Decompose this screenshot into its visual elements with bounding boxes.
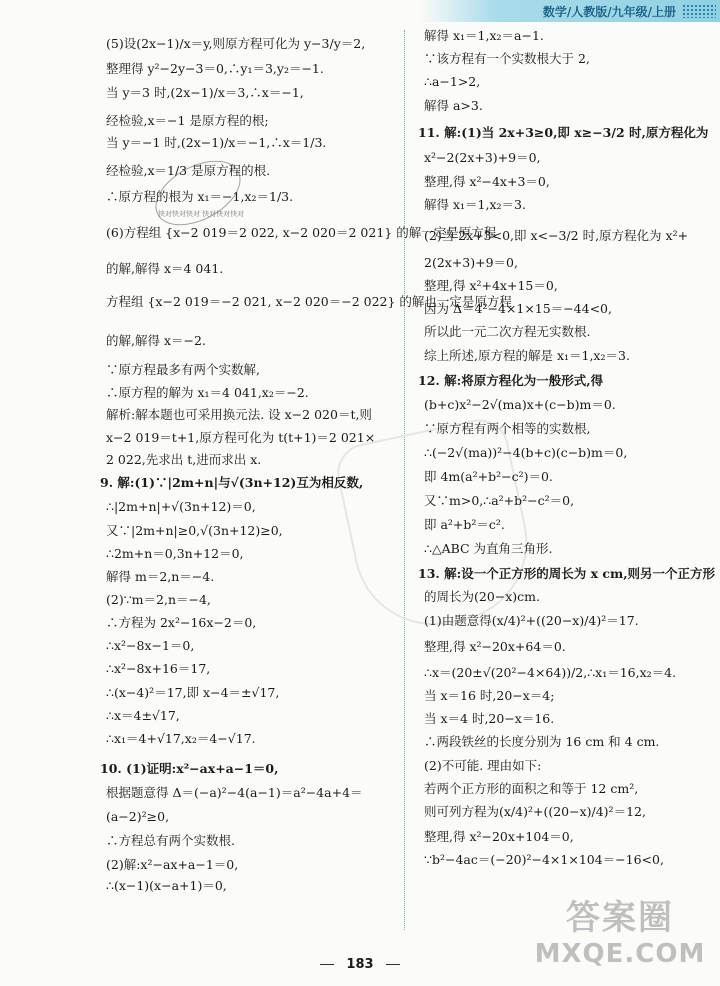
- right-line-4: 解得 a>3.: [424, 98, 483, 113]
- right-line-24: 的周长为(20−x)cm.: [424, 589, 541, 604]
- left-line-28: ∴x₁＝4+√17,x₂＝4−√17.: [106, 731, 256, 746]
- watermark-line1: 答案圈: [566, 898, 674, 938]
- right-line-17: ∵原方程有两个相等的实数根,: [424, 421, 591, 436]
- page-number-row: [0, 957, 720, 972]
- left-line-10: 方程组 {x−2 019＝−2 021, x−2 020＝−2 022} 的解也一定是原方程: [106, 294, 512, 309]
- left-line-2: 整理得 y²−2y−3＝0,∴y₁＝3,y₂＝−1.: [106, 61, 324, 76]
- page-number-dash-right: [386, 964, 400, 965]
- right-line-10: 2(2x+3)+9＝0,: [424, 255, 518, 270]
- left-line-18: ∴|2m+n|+√(3n+12)＝0,: [106, 499, 256, 514]
- right-line-11: 整理,得 x²+4x+15＝0,: [424, 278, 558, 293]
- right-line-14: 综上所述,原方程的解是 x₁＝1,x₂＝3.: [424, 348, 630, 363]
- left-line-16: 2 022,先求出 t,进而求出 x.: [106, 452, 262, 467]
- page-number: 183: [346, 957, 374, 972]
- header-banner: [420, 0, 720, 22]
- left-line-14: 解析:解本题也可采用换元法. 设 x−2 020＝t,则: [106, 407, 372, 422]
- left-line-25: ∴x²−8x+16＝17,: [106, 661, 211, 676]
- left-line-24: ∴x²−8x−1＝0,: [106, 638, 195, 653]
- left-line-1: (5)设(2x−1)/x＝y,则原方程可化为 y−3/y＝2,: [106, 36, 366, 51]
- left-line-8: (6)方程组 {x−2 019＝2 022, x−2 020＝2 021} 的解一定是原方程: [106, 225, 497, 240]
- right-line-7: 整理,得 x²−4x+3＝0,: [424, 174, 550, 189]
- left-line-32: ∴方程总有两个实数根.: [106, 833, 235, 848]
- right-line-8: 解得 x₁＝1,x₂＝3.: [424, 197, 526, 212]
- left-line-15: x−2 019＝t+1,原方程可化为 t(t+1)＝2 021×: [106, 430, 376, 445]
- right-line-20: 又∵m>0,∴a²+b²−c²＝0,: [424, 493, 575, 508]
- right-line-28: 当 x＝16 时,20−x＝4;: [424, 688, 555, 703]
- right-line-3: ∴a−1>2,: [424, 74, 481, 89]
- right-line-32: 若两个正方形的面积之和等于 12 cm²,: [424, 781, 639, 796]
- right-line-25: (1)由题意得(x/4)²+((20−x)/4)²＝17.: [424, 613, 639, 628]
- left-line-5: 当 y＝−1 时,(2x−1)/x＝−1,∴x＝1/3.: [106, 135, 327, 150]
- left-line-19: 又∵|2m+n|≥0,√(3n+12)≥0,: [106, 523, 283, 538]
- left-line-27: ∴x＝4±√17,: [106, 708, 180, 723]
- left-line-33: (2)解:x²−ax+a−1＝0,: [106, 857, 239, 872]
- right-line-27: ∴x＝(20±√(20²−4×64))/2,∴x₁＝16,x₂＝4.: [424, 665, 677, 680]
- stamp-text: 快对快对快对 快对快对快对: [158, 210, 245, 218]
- left-line-12: ∵原方程最多有两个实数解,: [106, 362, 260, 377]
- right-line-29: 当 x＝4 时,20−x＝16.: [424, 711, 555, 726]
- right-line-21: 即 a²+b²＝c².: [424, 517, 505, 532]
- right-line-22: ∴△ABC 为直角三角形.: [424, 541, 553, 556]
- right-line-9: (2)当 2x+3<0,即 x<−3/2 时,原方程化为 x²+: [424, 228, 689, 243]
- page-number-dash-left: [320, 964, 334, 965]
- right-line-1: 解得 x₁＝1,x₂＝a−1.: [424, 28, 544, 43]
- right-line-18: ∴(−2√(ma))²−4(b+c)(c−b)m＝0,: [424, 445, 628, 460]
- right-line-5: 11. 解:(1)当 2x+3≥0,即 x≥−3/2 时,原方程化为: [418, 125, 709, 140]
- left-line-26: ∴(x−4)²＝17,即 x−4＝±√17,: [106, 685, 280, 700]
- header-title: 数学/人教版/九年级/上册: [542, 5, 676, 19]
- right-line-19: 即 4m(a²+b²−c²)＝0.: [424, 469, 553, 484]
- left-line-4: 经检验,x＝−1 是原方程的根;: [106, 113, 269, 128]
- right-line-35: ∵b²−4ac＝(−20)²−4×1×104＝−16<0,: [424, 852, 664, 867]
- left-line-21: 解得 m＝2,n＝−4.: [106, 569, 215, 584]
- right-line-13: 所以此一元二次方程无实数根.: [424, 324, 591, 339]
- right-line-26: 整理,得 x²−20x+64＝0.: [424, 639, 566, 654]
- watermark-line2: MXQE.COM: [534, 939, 706, 969]
- right-line-31: (2)不可能. 理由如下:: [424, 758, 542, 773]
- left-line-34: ∴(x−1)(x−a+1)＝0,: [106, 878, 227, 893]
- right-line-23: 13. 解:设一个正方形的周长为 x cm,则另一个正方形: [418, 566, 716, 581]
- left-line-20: ∴2m+n＝0,3n+12＝0,: [106, 546, 244, 561]
- right-line-12: 因为 Δ＝4²−4×1×15＝−44<0,: [424, 301, 612, 316]
- left-line-13: ∴原方程的解为 x₁＝4 041,x₂＝−2.: [106, 385, 309, 400]
- left-line-3: 当 y＝3 时,(2x−1)/x＝3,∴x＝−1,: [106, 85, 304, 100]
- right-line-34: 整理,得 x²−20x+104＝0,: [424, 829, 574, 844]
- right-line-2: ∵该方程有一个实数根大于 2,: [424, 51, 590, 66]
- left-line-22: (2)∵m＝2,n＝−4,: [106, 592, 211, 607]
- right-line-6: x²−2(2x+3)+9＝0,: [424, 150, 541, 165]
- right-line-16: (b+c)x²−2√(ma)x+(c−b)m＝0.: [424, 397, 616, 412]
- left-line-31: (a−2)²≥0,: [106, 809, 170, 824]
- header-dot-pattern: [682, 4, 716, 18]
- left-line-11: 的解,解得 x＝−2.: [106, 333, 206, 348]
- left-line-29: 10. (1)证明:x²−ax+a−1＝0,: [100, 761, 279, 776]
- right-line-33: 则可列方程为(x/4)²+((20−x)/4)²＝12,: [424, 804, 646, 819]
- left-line-6: 经检验,x＝1/3 是原方程的根.: [106, 163, 271, 178]
- right-line-15: 12. 解:将原方程化为一般形式,得: [418, 373, 604, 388]
- left-line-7: ∴原方程的根为 x₁＝−1,x₂＝1/3.: [106, 189, 294, 204]
- left-line-9: 的解,解得 x＝4 041.: [106, 261, 224, 276]
- left-line-30: 根据题意得 Δ＝(−a)²−4(a−1)＝a²−4a+4＝: [106, 785, 363, 800]
- right-line-30: ∴两段铁丝的长度分别为 16 cm 和 4 cm.: [424, 734, 660, 749]
- left-line-23: ∴方程为 2x²−16x−2＝0,: [106, 615, 257, 630]
- left-line-17: 9. 解:(1)∵|2m+n|与√(3n+12)互为相反数,: [100, 475, 364, 490]
